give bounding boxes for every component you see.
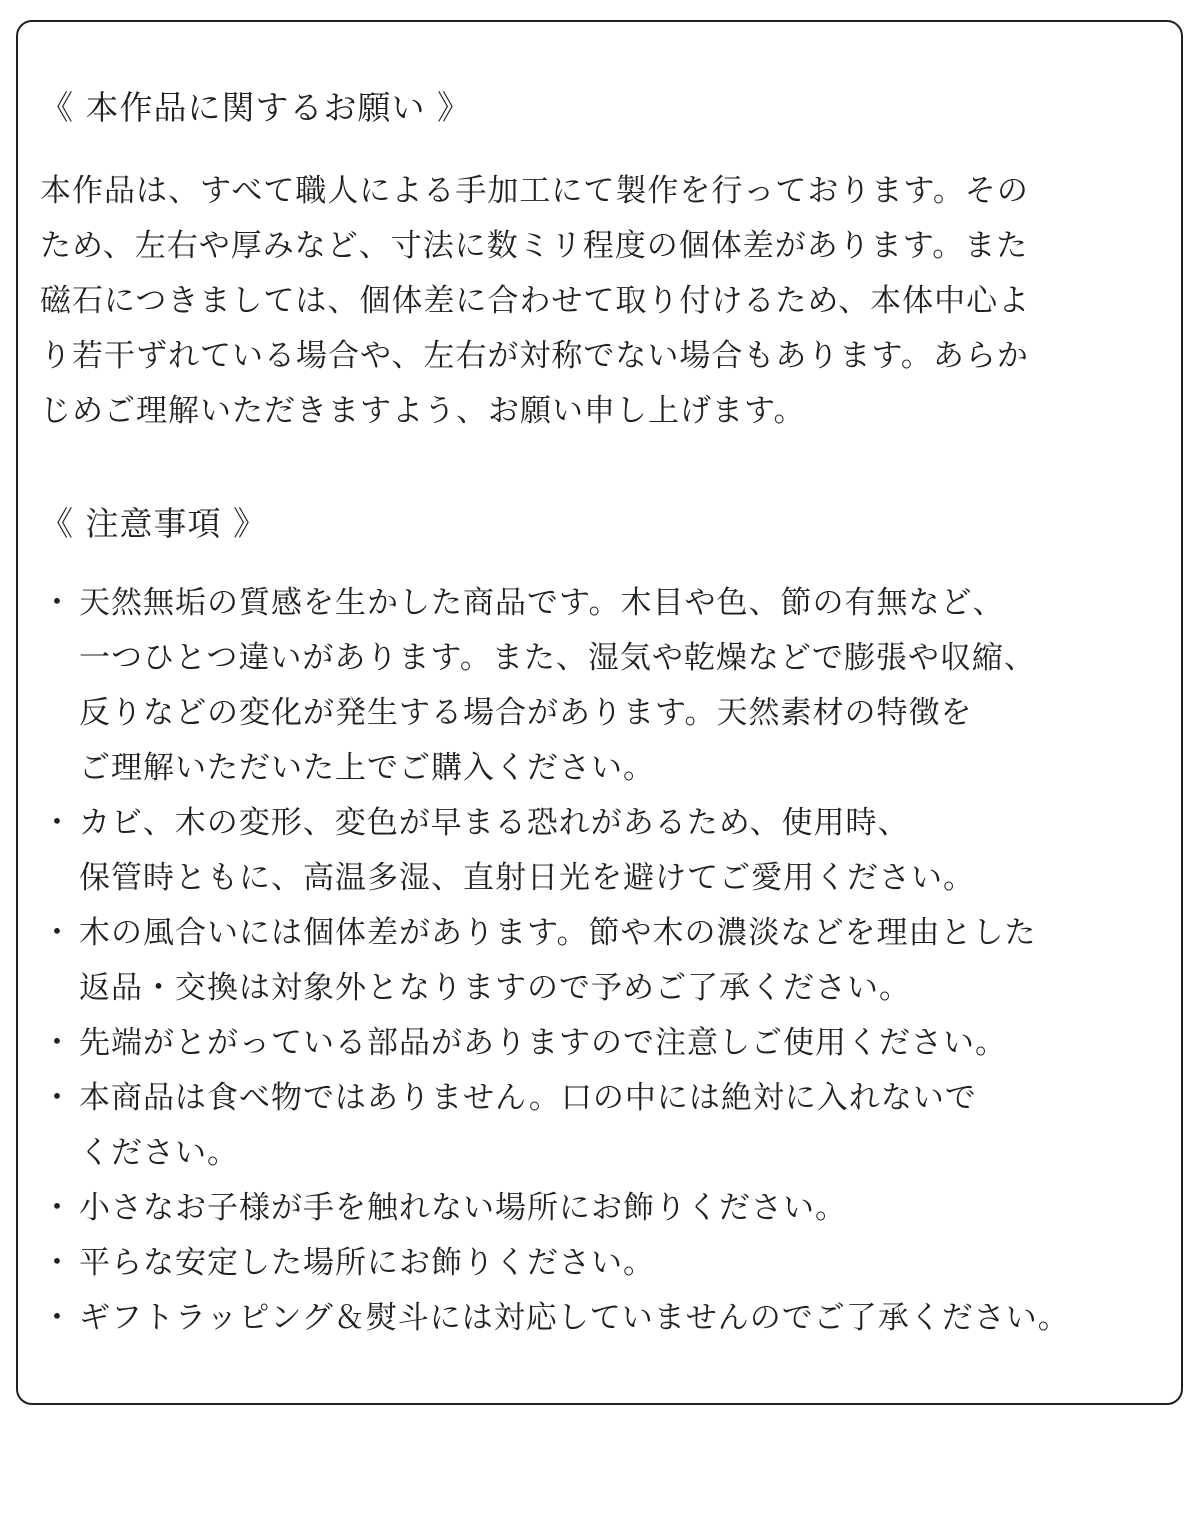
caution-text: ギフトラッピング＆熨斗には対応していませんのでご了承ください。 [79,1300,1070,1336]
caution-text: カビ、木の変形、変色が早まる恐れがあるため、使用時、 [79,805,910,841]
notice-box [16,20,1183,1405]
caution-item [36,906,1070,1016]
caution-line: ご理解いただいた上でご購入ください。 [79,750,655,786]
caution-item [36,1291,1070,1346]
bullet-dot: ・ [41,915,74,951]
caution-line: 保管時ともに、高温多湿、直射日光を避けてご愛用ください。 [79,860,975,896]
request-paragraph [40,164,1030,439]
bullet-dot: ・ [41,1080,74,1116]
caution-line: 一つひとつ違いがあります。また、湿気や乾燥などで膨張や収縮、 [79,640,1036,676]
paragraph-line: ため、左右や厚みなど、寸法に数ミリ程度の個体差があります。また [40,228,1029,264]
caution-line [36,1071,1070,1126]
caution-item [36,1071,1070,1181]
caution-text: 先端がとがっている部品がありますので注意しご使用ください。 [79,1025,1007,1061]
bullet-dot: ・ [41,805,74,841]
caution-line [36,1236,1070,1291]
caution-line: 反りなどの変化が発生する場合があります。天然素材の特徴を [79,695,973,731]
paragraph-line: 本作品は、すべて職人による手加工にて製作を行っております。その [40,173,1029,209]
caution-heading: 《 注意事項 》 [40,504,267,543]
bullet-dot: ・ [41,585,74,621]
caution-list [36,576,1070,1346]
caution-line: ください。 [79,1135,239,1171]
caution-text: 平らな安定した場所にお飾りください。 [79,1245,655,1281]
bullet-dot: ・ [41,1025,74,1061]
bullet-dot: ・ [41,1190,74,1226]
bullet-dot: ・ [41,1300,74,1336]
caution-text: 本商品は食べ物ではありません。口の中には絶対に入れないで [79,1080,977,1116]
paragraph-line: り若干ずれている場合や、左右が対称でない場合もあります。あらか [40,338,1029,374]
request-heading: 《 本作品に関するお願い 》 [40,88,471,127]
caution-line [36,1016,1070,1071]
caution-item [36,796,1070,906]
paragraph-line: 磁石につきましては、個体差に合わせて取り付けるため、本体中心よ [40,283,1031,319]
caution-text: 天然無垢の質感を生かした商品です。木目や色、節の有無など、 [79,585,1005,621]
caution-text: 小さなお子様が手を触れない場所にお飾りください。 [79,1190,847,1226]
caution-item [36,576,1070,796]
caution-item [36,1016,1070,1071]
caution-item [36,1236,1070,1291]
caution-line [36,796,1070,851]
caution-line [36,906,1070,961]
caution-line [36,1181,1070,1236]
caution-line: 返品・交換は対象外となりますので予めご了承ください。 [79,970,911,1006]
caution-line [36,576,1070,631]
paragraph-line: じめご理解いただきますよう、お願い申し上げます。 [40,393,806,429]
caution-text: 木の風合いには個体差があります。節や木の濃淡などを理由とした [79,915,1037,951]
caution-item [36,1181,1070,1236]
caution-line [36,1291,1070,1346]
bullet-dot: ・ [41,1245,74,1281]
